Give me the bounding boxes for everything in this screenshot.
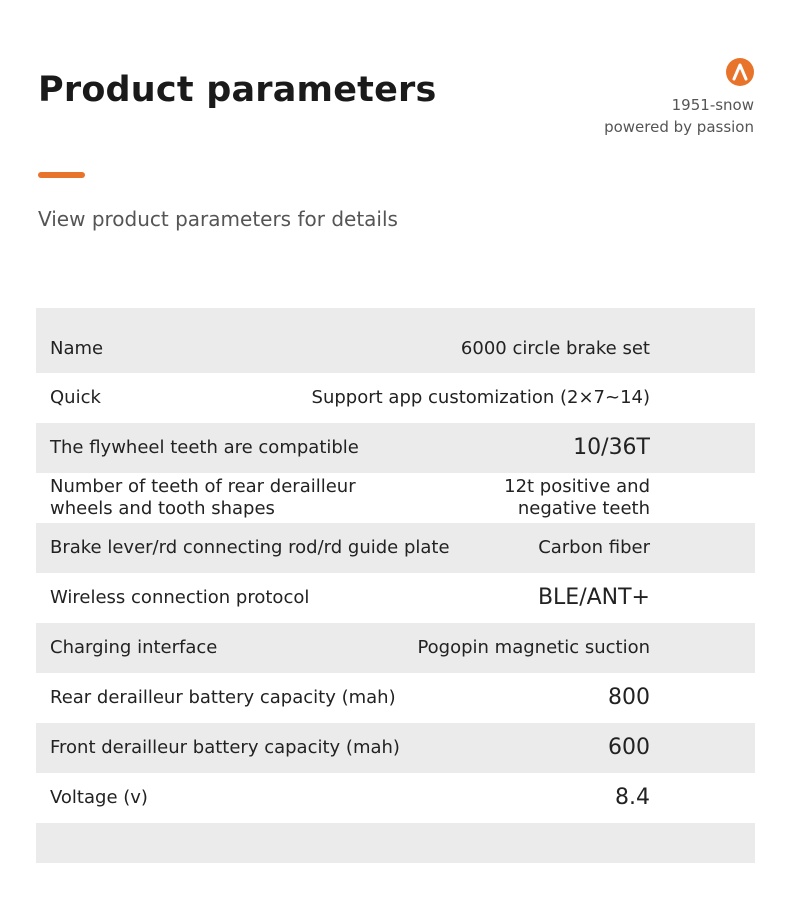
param-value: 600 bbox=[608, 735, 650, 760]
param-label: Front derailleur battery capacity (mah) bbox=[50, 737, 400, 758]
table-row bbox=[36, 523, 755, 573]
brand-tagline: powered by passion bbox=[604, 118, 754, 136]
table-row bbox=[36, 423, 755, 473]
param-label: Brake lever/rd connecting rod/rd guide plate bbox=[50, 537, 450, 558]
table-footer-row bbox=[36, 823, 755, 863]
param-label: Number of teeth of rear derailleur wheels and tooth shapes bbox=[50, 476, 356, 519]
table-row bbox=[36, 308, 755, 373]
table-row bbox=[36, 723, 755, 773]
param-label: The flywheel teeth are compatible bbox=[50, 437, 359, 458]
param-value: Pogopin magnetic suction bbox=[417, 637, 650, 658]
param-value: 12t positive and negative teeth bbox=[504, 476, 650, 519]
param-value: 10/36T bbox=[573, 435, 650, 460]
page-subtitle: View product parameters for details bbox=[38, 207, 398, 231]
brand-name: 1951-snow bbox=[671, 96, 754, 114]
accent-divider bbox=[38, 172, 85, 178]
param-label: Quick bbox=[50, 387, 101, 408]
page-title: Product parameters bbox=[38, 70, 437, 110]
table-row bbox=[36, 473, 755, 523]
param-value: Carbon fiber bbox=[538, 537, 650, 558]
param-label: Charging interface bbox=[50, 637, 218, 658]
param-label: Rear derailleur battery capacity (mah) bbox=[50, 687, 396, 708]
brand-a-logo-icon bbox=[726, 58, 754, 86]
param-label: Wireless connection protocol bbox=[50, 587, 310, 608]
table-row bbox=[36, 373, 755, 423]
param-value: 8.4 bbox=[615, 785, 650, 810]
param-value: Support app customization (2×7~14) bbox=[311, 387, 650, 408]
table-row bbox=[36, 573, 755, 623]
table-row bbox=[36, 673, 755, 723]
param-value: BLE/ANT+ bbox=[537, 585, 650, 610]
param-label: Name bbox=[50, 337, 104, 359]
table-row bbox=[36, 623, 755, 673]
table-row bbox=[36, 773, 755, 823]
brand-block bbox=[604, 58, 754, 138]
parameters-table bbox=[36, 308, 755, 863]
param-value: 6000 circle brake set bbox=[460, 337, 650, 359]
param-value: 800 bbox=[608, 685, 650, 710]
param-label: Voltage (v) bbox=[50, 787, 148, 808]
